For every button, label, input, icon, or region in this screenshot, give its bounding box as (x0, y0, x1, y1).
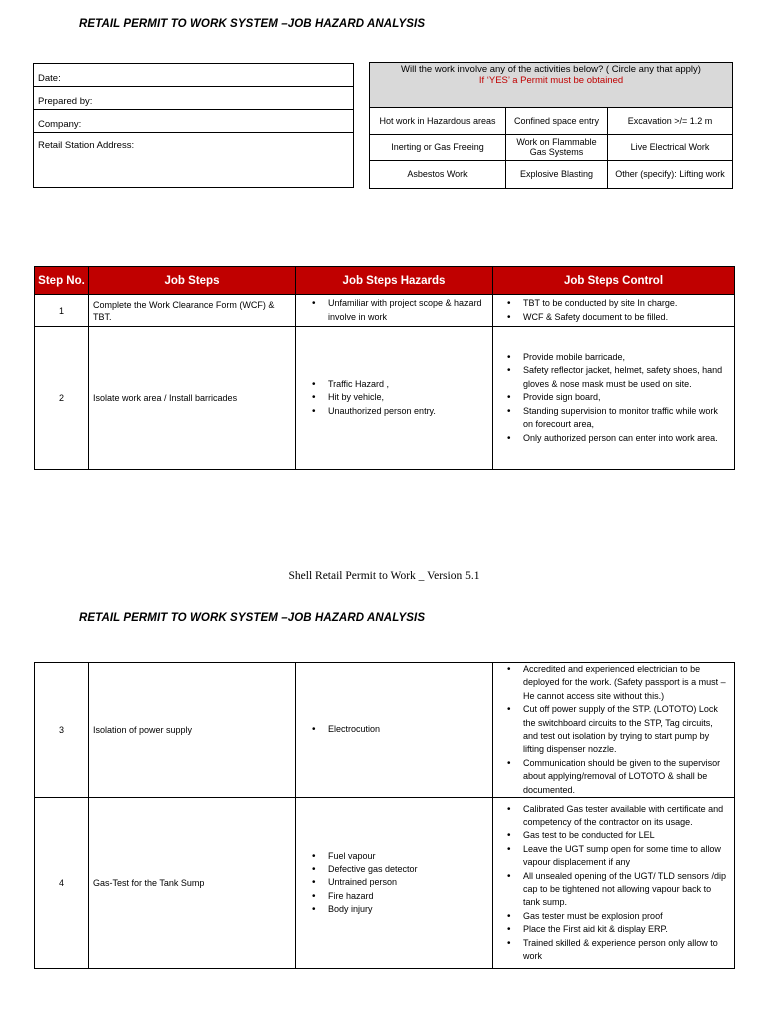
header-step-no: Step No. (35, 267, 89, 295)
page-footer: Shell Retail Permit to Work _ Version 5.1 (288, 570, 480, 582)
hazard-list (296, 378, 492, 418)
company-label: Company: (38, 119, 82, 130)
control-item: • Safety reflector jacket, helmet, safety shoes, hand gloves & nose mask must be used on site. (507, 364, 730, 391)
jha-table (34, 266, 735, 470)
job-step: Gas-Test for the Tank Sump (89, 798, 296, 969)
controls-cell (493, 798, 735, 969)
control-item: • Standing supervision to monitor traffic while work on forecourt area, (507, 405, 730, 432)
date-label: Date: (38, 73, 61, 84)
job-step: Isolate work area / Install barricades (89, 327, 296, 470)
activities-header (370, 63, 732, 108)
activity-option[interactable]: Explosive Blasting (506, 161, 608, 188)
page-title: RETAIL PERMIT TO WORK SYSTEM –JOB HAZARD ANALYSIS (79, 18, 426, 30)
control-item: • WCF & Safety document to be filled. (507, 311, 730, 324)
activity-option[interactable]: Excavation >/= 1.2 m (608, 108, 732, 135)
control-item: • Provide sign board, (507, 391, 730, 404)
activity-option[interactable]: Asbestos Work (370, 161, 506, 188)
control-item: • Communication should be given to the supervisor about applying/removal of LOTOTO & shall be documented. (507, 757, 730, 797)
company-field[interactable] (34, 110, 353, 133)
page-title: RETAIL PERMIT TO WORK SYSTEM –JOB HAZARD ANALYSIS (79, 612, 426, 624)
control-item: • Calibrated Gas tester available with certificate and competency of the contractor on its usage. (507, 803, 730, 830)
hazard-item: • Electrocution (312, 723, 488, 736)
activity-option[interactable]: Other (specify): Lifting work (615, 169, 725, 180)
activity-option[interactable]: Hot work in Hazardous areas (370, 108, 506, 135)
hazard-list (296, 850, 492, 917)
hazard-list (296, 723, 492, 736)
control-item: • Gas tester must be explosion proof (507, 910, 730, 923)
activity-option[interactable]: Inerting or Gas Freeing (370, 135, 506, 162)
step-number: 2 (35, 327, 89, 470)
step-number: 1 (35, 295, 89, 327)
control-list (493, 297, 734, 324)
control-item: • TBT to be conducted by site In charge. (507, 297, 730, 310)
control-list (493, 351, 734, 445)
hazard-item: • Untrained person (312, 876, 488, 889)
table-row (35, 295, 735, 327)
control-item: • Only authorized person can enter into work area. (507, 432, 730, 445)
step-number: 4 (35, 798, 89, 969)
date-field[interactable] (34, 64, 353, 87)
table-row (35, 663, 735, 798)
control-item: • Place the First aid kit & display ERP. (507, 923, 730, 936)
hazard-item: • Hit by vehicle, (312, 391, 488, 404)
header-hazards: Job Steps Hazards (296, 267, 493, 295)
hazard-item: • Fire hazard (312, 890, 488, 903)
hazard-item: • Fuel vapour (312, 850, 488, 863)
control-item: • All unsealed opening of the UGT/ TLD sensors /dip cap to be tightened not allowing vapour back to tank sump. (507, 870, 730, 910)
controls-cell (493, 295, 735, 327)
prepared-by-field[interactable] (34, 87, 353, 110)
control-item: • Leave the UGT sump open for some time to allow vapour displacement if any (507, 843, 730, 870)
control-item: • Accredited and experienced electrician to be deployed for the work. (Safety passport is a must – He cannot access site without this.) (507, 663, 730, 703)
info-box (33, 63, 354, 188)
hazards-cell (296, 327, 493, 470)
address-label: Retail Station Address: (38, 140, 135, 151)
control-item: • Trained skilled & experience person only allow to work (507, 937, 730, 964)
permit-warning: If ‘YES’ a Permit must be obtained (478, 75, 624, 86)
address-field[interactable] (34, 133, 353, 188)
header-control: Job Steps Control (493, 267, 735, 295)
job-step: Isolation of power supply (89, 663, 296, 798)
activity-option[interactable]: Confined space entry (506, 108, 608, 135)
controls-cell (493, 327, 735, 470)
hazards-cell (296, 663, 493, 798)
hazard-item: • Unauthorized person entry. (312, 405, 488, 418)
activities-question: Will the work involve any of the activities below? ( Circle any that apply) (401, 64, 701, 75)
job-step: Complete the Work Clearance Form (WCF) & TBT. (89, 295, 296, 327)
activity-option[interactable]: Live Electrical Work (608, 135, 732, 162)
hazard-item: • Body injury (312, 903, 488, 916)
hazard-list (296, 297, 492, 324)
control-item: • Provide mobile barricade, (507, 351, 730, 364)
control-list (493, 803, 734, 964)
activities-box (369, 62, 733, 189)
table-row (35, 798, 735, 969)
prepared-by-label: Prepared by: (38, 96, 93, 107)
control-item: • Cut off power supply of the STP. (LOTOTO) Lock the switchboard circuits to the STP, Tag circuits, and test out isolation by trying to start pump by lifting dispenser nozzle. (507, 703, 730, 757)
hazard-item: • Defective gas detector (312, 863, 488, 876)
header-job-steps: Job Steps (89, 267, 296, 295)
activity-option[interactable]: Work on Flammable Gas Systems (506, 135, 608, 162)
table-row (35, 327, 735, 470)
hazard-item: • Traffic Hazard , (312, 378, 488, 391)
hazards-cell (296, 295, 493, 327)
control-list (493, 663, 734, 797)
control-item: • Gas test to be conducted for LEL (507, 829, 730, 842)
jha-table-continued (34, 662, 735, 969)
activities-grid (370, 108, 732, 188)
hazards-cell (296, 798, 493, 969)
hazard-item: • Unfamiliar with project scope & hazard involve in work (312, 297, 488, 324)
controls-cell (493, 663, 735, 798)
step-number: 3 (35, 663, 89, 798)
